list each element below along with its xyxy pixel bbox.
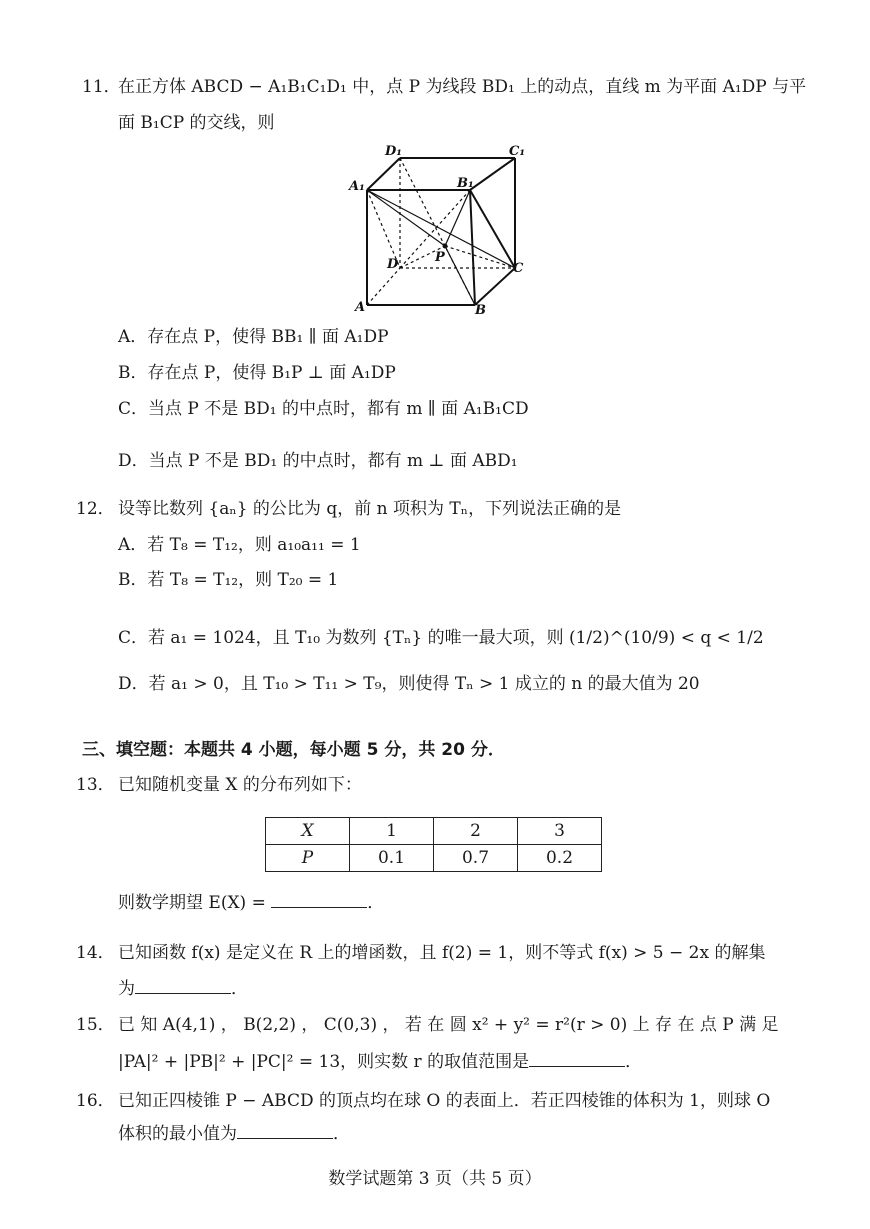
label-B: B [475,303,486,318]
table-row [266,818,602,845]
q11-option-a: A．存在点 P，使得 BB₁ ∥ 面 A₁DP [118,327,389,347]
answer-blank[interactable] [135,977,231,994]
table-cell: P [266,845,350,872]
label-D: D [387,257,399,272]
q12-number: 12． [76,499,115,519]
q14-line1: 已知函数 f(x) 是定义在 R 上的增函数，且 f(2) = 1，则不等式 f(x) > 5 − 2x 的解集 [118,943,766,963]
q16-end: ． [333,1124,350,1144]
q14-number: 14． [76,943,115,963]
answer-blank[interactable] [529,1050,625,1067]
section-3-heading: 三、填空题：本题共 4 小题，每小题 5 分，共 20 分． [82,740,505,760]
table-row [266,845,602,872]
q15-number: 15． [76,1015,115,1035]
q13-number: 13． [76,775,115,795]
q11-number: 11． [82,77,121,97]
q11-stem-line1: 在正方体 ABCD − A₁B₁C₁D₁ 中，点 P 为线段 BD₁ 上的动点，直线 m 为平面 A₁DP 与平 [118,77,807,97]
label-P: P [435,250,445,265]
page-footer: 数学试题第 3 页（共 5 页） [328,1169,542,1189]
q16-line1: 已知正四棱锥 P − ABCD 的顶点均在球 O 的表面上．若正四棱锥的体积为 1，则球 O [118,1091,771,1111]
label-A: A [355,300,366,315]
table-cell: 3 [518,818,602,845]
q16-line2 [118,1122,350,1146]
q11-option-d: D．当点 P 不是 BD₁ 的中点时，都有 m ⊥ 面 ABD₁ [118,451,518,471]
label-D1: D₁ [385,144,402,159]
q12-option-b: B．若 T₈ = T₁₂，则 T₂₀ = 1 [118,570,339,590]
q11-option-c: C．当点 P 不是 BD₁ 的中点时，都有 m ∥ 面 A₁B₁CD [118,399,529,419]
table-cell: X [266,818,350,845]
q12-stem: 设等比数列 {aₙ} 的公比为 q，前 n 项积为 Tₙ，下列说法正确的是 [118,499,622,519]
q14-line2 [118,977,248,1001]
q11-option-b: B．存在点 P，使得 B₁P ⊥ 面 A₁DP [118,363,396,383]
label-B1: B₁ [457,176,474,191]
answer-blank[interactable] [271,891,367,908]
label-A1: A₁ [349,179,365,194]
q15-end: ． [625,1052,643,1072]
q12-option-c: C．若 a₁ = 1024，且 T₁₀ 为数列 {Tₙ} 的唯一最大项，则 (1/2)^(10/9) < q < 1/2 [118,628,764,648]
q14-line2-text: 为 [118,979,135,999]
q13-answer-line [118,891,384,915]
q15-line2-text: |PA|² + |PB|² + |PC|² = 13，则实数 r 的取值范围是 [118,1052,530,1072]
q15-line2 [118,1050,642,1074]
table-cell: 2 [434,818,518,845]
cube-figure [345,140,535,320]
table-cell: 1 [350,818,434,845]
q11-stem-line2: 面 B₁CP 的交线，则 [118,113,275,133]
q16-line2-text: 体积的最小值为 [118,1124,237,1144]
q15-line1: 已 知 A(4,1) ， B(2,2) ， C(0,3) ， 若 在 圆 x² + y² = r²(r > 0) 上 存 在 点 P 满 足 [118,1015,779,1035]
q13-after-text: 则数学期望 E(X) = [118,893,272,913]
label-C: C [513,261,524,276]
table-cell: 0.7 [434,845,518,872]
q12-option-a: A．若 T₈ = T₁₂，则 a₁₀a₁₁ = 1 [118,535,361,555]
distribution-table [265,817,602,872]
q13-stem: 已知随机变量 X 的分布列如下： [118,775,362,795]
q16-number: 16． [76,1091,115,1111]
label-C1: C₁ [509,144,526,159]
table-cell: 0.2 [518,845,602,872]
q12-option-d: D．若 a₁ > 0，且 T₁₀ > T₁₁ > T₉，则使得 Tₙ > 1 成立的 n 的最大值为 20 [118,674,700,694]
q13-end: ． [367,893,385,913]
table-cell: 0.1 [350,845,434,872]
answer-blank[interactable] [237,1122,333,1139]
q14-end: ． [231,979,248,999]
